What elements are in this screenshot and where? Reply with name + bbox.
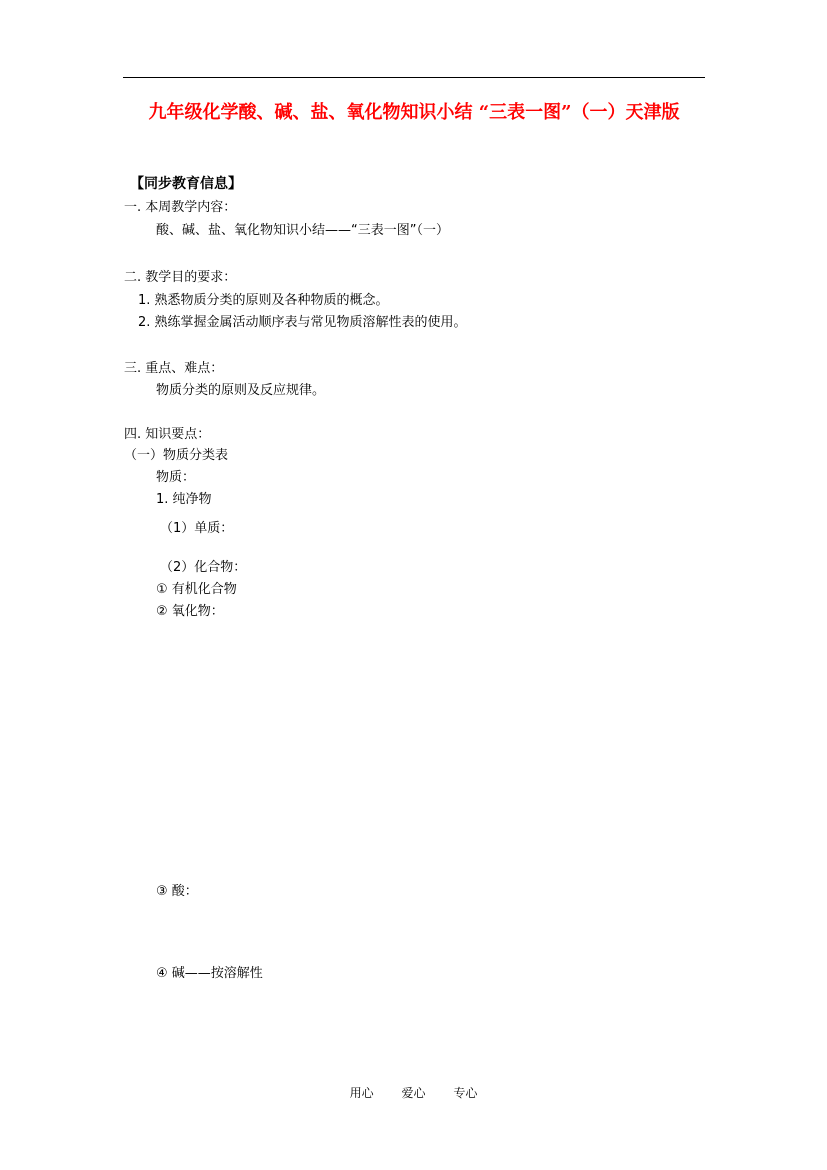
footer-item: 用心 bbox=[349, 1086, 374, 1100]
organic-compound-label: ① 有机化合物 bbox=[156, 582, 237, 597]
base-label: ④ 碱——按溶解性 bbox=[156, 966, 263, 981]
substance-label: 物质： bbox=[156, 470, 196, 485]
page-footer bbox=[0, 1086, 827, 1100]
pure-substance-label: 1. 纯净物 bbox=[156, 492, 212, 507]
header-rule bbox=[123, 77, 705, 78]
section-heading: 【同步教育信息】 bbox=[130, 176, 242, 192]
compound-label: （2）化合物： bbox=[160, 560, 247, 575]
part3-content: 物质分类的原则及反应规律。 bbox=[156, 383, 326, 398]
oxide-label: ② 氧化物： bbox=[156, 604, 224, 619]
footer-item: 爱心 bbox=[401, 1086, 426, 1100]
part2-item-2: 2. 熟练掌握金属活动顺序表与常见物质溶解性表的使用。 bbox=[138, 315, 467, 330]
part1-heading: 一. 本周教学内容： bbox=[124, 200, 237, 215]
part2-item-1: 1. 熟悉物质分类的原则及各种物质的概念。 bbox=[138, 293, 389, 308]
element-label: （1）单质： bbox=[160, 521, 234, 536]
part1-content: 酸、碱、盐、氧化物知识小结——“三表一图”（一） bbox=[156, 223, 449, 238]
part4-heading: 四. 知识要点： bbox=[124, 427, 211, 442]
footer-item: 专心 bbox=[453, 1086, 478, 1100]
part4-sub-heading: （一）物质分类表 bbox=[124, 448, 229, 463]
part3-heading: 三. 重点、难点： bbox=[124, 361, 224, 376]
acid-label: ③ 酸： bbox=[156, 884, 198, 899]
document-title: 九年级化学酸、碱、盐、氧化物知识小结 “三表一图”（一）天津版 bbox=[148, 102, 680, 123]
part2-heading: 二. 教学目的要求： bbox=[124, 270, 237, 285]
